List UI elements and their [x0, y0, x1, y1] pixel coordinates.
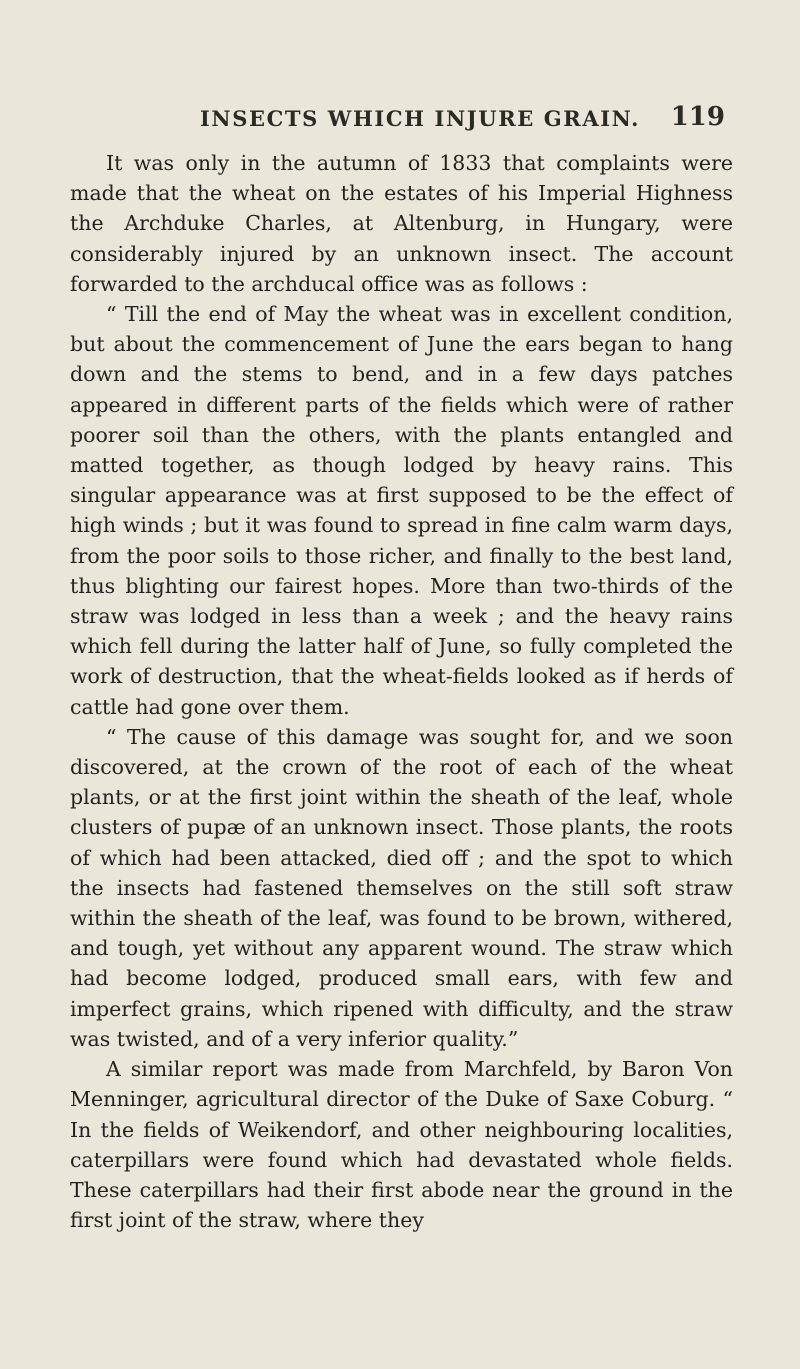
running-head	[0, 102, 800, 142]
paragraph-2: “ Till the end of May the wheat was in excellent condition, but about the commencement of June the ears began to hang down and the stems to bend, and in a few days patches appeared in different parts of the fields which were of rather poorer soil than the others, with the plants entangled and matted together, as though lodged by heavy rains. This singular appearance was at first supposed to be the effect of high winds ; but it was found to spread in fine calm warm days, from the poor soils to those richer, and finally to the best land, thus blighting our fairest hopes. More than two-thirds of the straw was lodged in less than a week ; and the heavy rains which fell during the latter half of June, so fully completed the work of destruction, that the wheat-fields looked as if herds of cattle had gone over them.	[70, 302, 733, 719]
body-text	[70, 148, 733, 1235]
paragraph-3: “ The cause of this damage was sought for, and we soon discovered, at the crown of the root of each of the wheat plants, or at the first joint within the sheath of the leaf, whole clusters of pupæ of an unknown insect. Those plants, the roots of which had been attacked, died off ; and the spot to which the insects had fastened themselves on the still soft straw within the sheath of the leaf, was found to be brown, withered, and tough, yet without any apparent wound. The straw which had become lodged, produced small ears, with few and imperfect grains, which ripened with difficulty, and the straw was twisted, and of a very inferior quality.”	[70, 724, 733, 1051]
running-head-title: INSECTS WHICH INJURE GRAIN.	[200, 106, 641, 131]
paragraph-4: A similar report was made from Marchfeld, by Baron Von Menninger, agricultural director of the Duke of Saxe Coburg. “ In the fields of Weikendorf, and other neighbouring localities, caterpillars were found which had devastated whole fields. These caterpillars had their first abode near the ground in the first joint of the straw, where they	[70, 1057, 733, 1233]
page-number: 119	[670, 102, 725, 132]
paragraph-1: It was only in the autumn of 1833 that complaints were made that the wheat on the estates of his Imperial Highness the Archduke Charles, at Altenburg, in Hungary, were considerably injured by an unknown insect. The account forwarded to the archducal office was as follows :	[70, 151, 733, 296]
